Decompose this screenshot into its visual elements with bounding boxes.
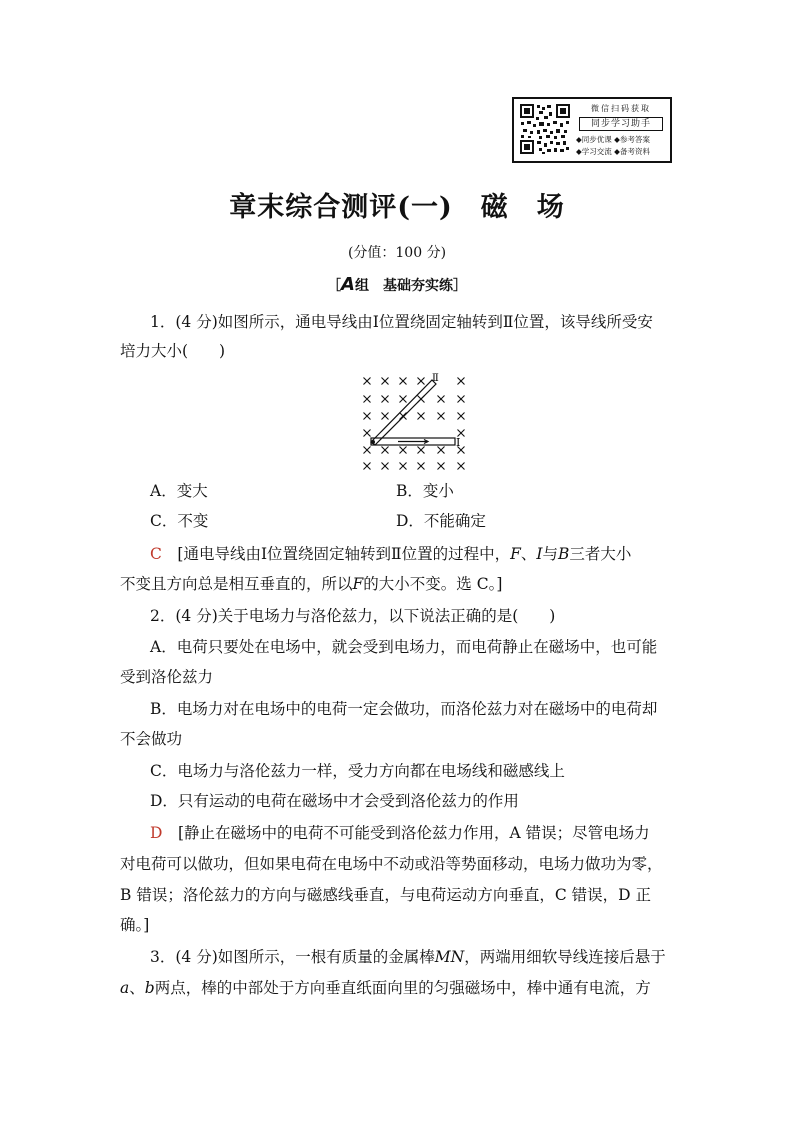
- field-cross: [364, 463, 371, 470]
- qr-code-icon[interactable]: [519, 103, 571, 155]
- q2-option-b-line1[interactable]: B．电场力对在电场中的电荷一定会做功，而洛伦兹力对在磁场中的电荷却: [150, 700, 658, 718]
- q1-stem-line2: 培力大小( ): [120, 342, 226, 360]
- field-cross: [382, 413, 389, 420]
- field-cross: [400, 447, 407, 454]
- q1-exp-text: 不变且方向总是相互垂直的，所以: [120, 575, 353, 593]
- q2-answer: D: [150, 824, 163, 842]
- field-cross: [418, 378, 425, 385]
- q2-option-a-line2[interactable]: 受到洛伦兹力: [120, 668, 214, 686]
- q1-exp-sep: 、: [520, 545, 537, 563]
- field-cross: [400, 413, 407, 420]
- q1-explanation-line1: [150, 544, 631, 564]
- var-a: a: [120, 979, 130, 997]
- group-bracket-right: ］: [452, 278, 467, 294]
- field-cross: [382, 463, 389, 470]
- field-cross: [418, 463, 425, 470]
- q1-option-b[interactable]: B．变小: [396, 482, 454, 500]
- qr-feature: ◆学习交流: [576, 147, 612, 156]
- field-cross: [382, 378, 389, 385]
- group-letter: A: [341, 274, 355, 295]
- field-cross: [400, 378, 407, 385]
- fig-label-I: Ⅰ: [456, 436, 461, 449]
- q1-option-d[interactable]: D．不能确定: [396, 512, 486, 530]
- q1-answer: C: [150, 545, 162, 563]
- wire-position-II: [371, 380, 436, 445]
- field-cross: [382, 447, 389, 454]
- q3-text: 3．(4 分)如图所示，一根有质量的金属棒: [150, 948, 435, 966]
- q1-exp-text: 的大小不变。选 C。]: [363, 575, 503, 593]
- q1-exp-text: [通电导线由Ⅰ位置绕固定轴转到Ⅱ位置的过程中，: [177, 545, 511, 563]
- field-cross: [458, 413, 465, 420]
- q2-explanation-line4: 确。]: [120, 916, 150, 934]
- q1-option-a[interactable]: A．变大: [150, 482, 208, 500]
- field-cross: [364, 447, 371, 454]
- qr-feature: ◆参考答案: [614, 135, 650, 144]
- field-cross: [458, 463, 465, 470]
- q2-option-c[interactable]: C．电场力与洛伦兹力一样，受力方向都在电场线和磁感线上: [150, 762, 565, 780]
- var-F: F: [352, 575, 364, 593]
- magnetic-field-crosses: [364, 378, 465, 470]
- pivot-point: [371, 440, 375, 444]
- field-cross: [364, 430, 371, 437]
- field-cross: [438, 396, 445, 403]
- group-label: 组 基础夯实练: [354, 278, 453, 294]
- var-B: B: [558, 545, 570, 563]
- q1-option-c[interactable]: C．不变: [150, 512, 209, 530]
- field-cross: [438, 463, 445, 470]
- q1-explanation-line2: [120, 574, 502, 594]
- field-cross: [458, 396, 465, 403]
- field-cross: [364, 396, 371, 403]
- q2-explanation-line2: 对电荷可以做功，但如果电荷在电场中不动或沿等势面移动，电场力做功为零，: [120, 855, 663, 873]
- qr-code-banner[interactable]: [512, 97, 672, 163]
- q2-option-d[interactable]: D．只有运动的电荷在磁场中才会受到洛伦兹力的作用: [150, 792, 519, 810]
- q2-option-a-line1[interactable]: A．电荷只要处在电场中，就会受到电场力，而电荷静止在磁场中，也可能: [150, 638, 658, 656]
- qr-info: [576, 102, 666, 158]
- q2-stem: 2．(4 分)关于电场力与洛伦兹力，以下说法正确的是( ): [150, 607, 556, 625]
- group-bracket-left: ［: [327, 278, 342, 294]
- q3-stem-line2: [120, 978, 651, 998]
- q1-exp-text: 三者大小: [569, 545, 632, 563]
- qr-feature: ◆同步优课: [576, 135, 612, 144]
- field-cross: [458, 378, 465, 385]
- q2-option-b-line2[interactable]: 不会做功: [120, 730, 183, 748]
- field-cross: [438, 413, 445, 420]
- q1-stem-line1: 1．(4 分)如图所示，通电导线由Ⅰ位置绕固定轴转到Ⅱ位置，该导线所受安: [150, 313, 653, 331]
- field-cross: [364, 413, 371, 420]
- wire-position-I: [371, 438, 455, 445]
- q3-text: 两点，棒的中部处于方向垂直纸面向里的匀强磁场中，棒中通有电流，方: [154, 979, 651, 997]
- field-cross: [438, 447, 445, 454]
- score-note: (分值：100 分): [347, 245, 447, 261]
- field-cross: [364, 378, 371, 385]
- field-cross: [418, 447, 425, 454]
- q3-text: ，两端用细软导线连接后悬于: [464, 948, 666, 966]
- var-MN: MN: [434, 948, 465, 966]
- field-cross: [400, 396, 407, 403]
- q1-exp-and: 与: [542, 545, 559, 563]
- qr-features-row1: [576, 134, 666, 146]
- var-b: b: [144, 979, 155, 997]
- q3-sep: 、: [129, 979, 145, 997]
- group-heading: [0, 274, 794, 295]
- page-title: 章末综合测评(一) 磁 场: [229, 192, 565, 223]
- qr-feature: ◆备考资料: [614, 147, 650, 156]
- q2-explanation-line3: B 错误；洛伦兹力的方向与磁感线垂直，与电荷运动方向垂直，C 错误，D 正: [120, 886, 651, 904]
- field-cross: [400, 463, 407, 470]
- q1-figure: [358, 372, 478, 472]
- qr-features-row2: [576, 146, 666, 158]
- qr-assistant-label: 同步学习助手: [579, 117, 663, 131]
- fig-label-II: Ⅱ: [432, 373, 439, 384]
- field-cross: [382, 396, 389, 403]
- var-I: I: [536, 545, 543, 563]
- qr-scan-text: 微信扫码获取: [591, 104, 651, 113]
- q3-stem-line1: [150, 947, 666, 967]
- q2-explanation-line1: [150, 823, 650, 843]
- field-cross: [418, 413, 425, 420]
- var-F: F: [510, 545, 521, 563]
- q2-exp-text: [静止在磁场中的电荷不可能受到洛伦兹力作用，A 错误；尽管电场力: [177, 824, 650, 842]
